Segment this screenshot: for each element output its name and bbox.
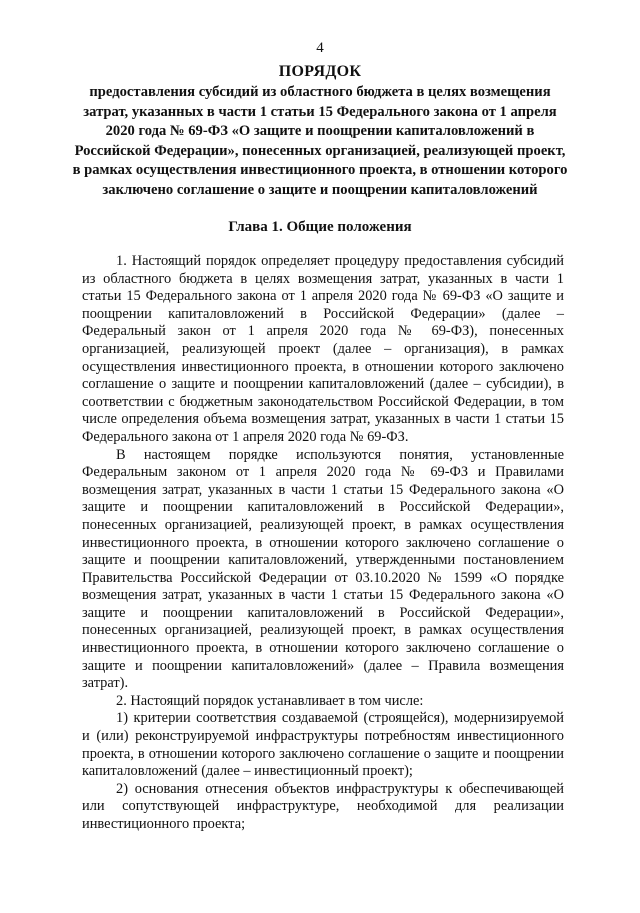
paragraph-4: 1) критерии соответствия создаваемой (строящейся), модернизируемой и (или) реконструируемой инфраструктуры потребностям инвестиционного проекта, в отношении которого заключено соглашение о защите и поощрении капиталовложений (далее – инвестиционный проект); [82,710,564,780]
chapter-heading: Глава 1. Общие положения [228,219,412,235]
paragraph-1: 1. Настоящий порядок определяет процедуру предоставления субсидий из областного бюджета в целях возмещения затрат, указанных в части 1 статьи 15 Федерального закона от 1 апреля 2020 года № 69-ФЗ «О защите и поощрении капиталовложений в Российской Федерации» (далее – Федеральный закон от 1 апреля 2020 года № 69-ФЗ), понесенных организацией, реализующей проект (далее – организация), в рамках осуществления инвестиционного проекта, в отношении которого заключено соглашение о защите и поощрении капиталовложений (далее – субсидии), в соответствии с бюджетным законодательством Российской Федерации, в том числе определения объема возмещения затрат, указанных в части 1 статьи 15 Федерального закона от 1 апреля 2020 года № 69-ФЗ. [82,253,564,445]
body-text [82,253,564,834]
document-title: ПОРЯДОК [278,63,362,80]
paragraph-5: 2) основания отнесения объектов инфраструктуры к обеспечивающей или сопутствующей инфраструктуре, необходимой для реализации инвестиционного проекта; [82,780,564,832]
document-subtitle: предоставления субсидий из областного бюджета в целях возмещения затрат, указанных в части 1 статьи 15 Федерального закона от 1 апреля 2020 года № 69-ФЗ «О защите и поощрении капиталовложений в Российской Федерации», понесенных организацией, реализующей проект, в рамках осуществления инвестиционного проекта, в отношении которого заключено соглашение о защите и поощрении капиталовложений [72,84,568,198]
paragraph-2: В настоящем порядке используются понятия, установленные Федеральным законом от 1 апреля 2020 года № 69-ФЗ и Правилами возмещения затрат, указанных в части 1 статьи 15 Федерального закона «О защите и поощрении капиталовложений в Российской Федерации», понесенных организацией, реализующей проект, в рамках осуществления инвестиционного проекта, в отношении которого заключено соглашение о защите и поощрении капиталовложений, утвержденными постановлением Правительства Российской Федерации от 03.10.2020 № 1599 «О порядке возмещения затрат, указанных в части 1 статьи 15 Федерального закона «О защите и поощрении капиталовложений в Российской Федерации», понесенных организацией, реализующей проект, в рамках осуществления инвестиционного проекта, в отношении которого заключено соглашение о защите и поощрении капиталовложений» (далее – Правила возмещения затрат). [82,446,564,692]
page-number: 4 [316,40,324,56]
paragraph-3: 2. Настоящий порядок устанавливает в том числе: [116,692,424,709]
